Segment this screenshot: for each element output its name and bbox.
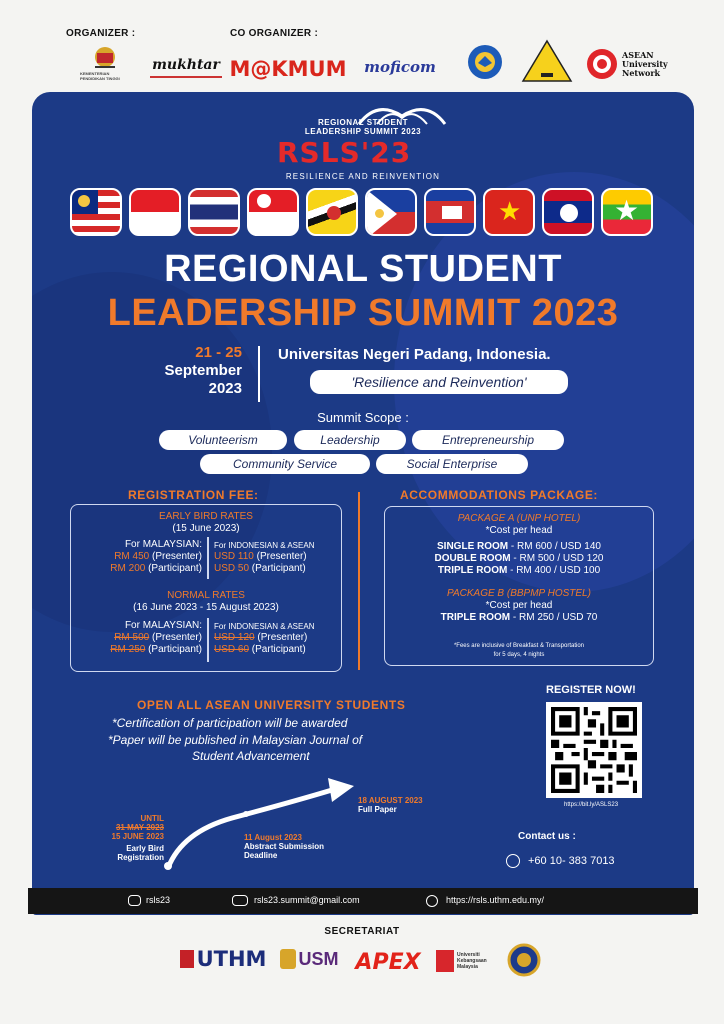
contact-phone[interactable]: +60 10- 383 7013 [528,855,615,867]
early-bird-title: EARLY BIRD RATES [159,511,253,522]
early-my-label: For MALAYSIAN: [124,539,202,550]
register-now: REGISTER NOW! [546,684,636,696]
normal-rates-title: NORMAL RATES [167,590,245,601]
instagram-handle[interactable]: rsls23 [146,895,171,905]
email-icon [232,895,248,906]
summit-tagline: RESILIENCE AND REINVENTION [285,172,441,181]
thailand-flag [188,188,240,236]
date-divider [258,346,260,402]
aun-logo: ASEAN University Network [585,46,675,82]
contact-label: Contact us : [518,831,576,842]
usm-logo: USM [276,942,342,976]
myanmar-flag: ★ [601,188,653,236]
qr-icon [551,707,637,793]
kpt-logo: KEMENTERIAN PENDIDIKAN TINGGI [80,44,130,82]
website-url[interactable]: https://rsls.uthm.edu.my/ [446,895,545,905]
open-heading: OPEN ALL ASEAN UNIVERSITY STUDENTS [137,698,406,712]
moficom-logo: moficom [364,58,436,76]
summit-small-line1: REGIONAL STUDENT [317,118,409,127]
date-month: September [164,362,242,379]
email-address[interactable]: rsls23.summit@gmail.com [254,895,360,905]
normal-rates-date: (16 June 2023 - 15 August 2023) [133,602,279,613]
philippines-flag [365,188,417,236]
vietnam-flag: ★ [483,188,535,236]
title-line2: LEADERSHIP SUMMIT 2023 [107,292,619,334]
title-line1: REGIONAL STUDENT [164,248,562,290]
malaysia-flag [70,188,122,236]
scope-social-enterprise: Social Enterprise [376,454,528,474]
summit-small-line2: LEADERSHIP SUMMIT 2023 [304,127,422,136]
crest-icon [91,45,119,71]
theme-pill: 'Resilience and Reinvention' [310,370,568,394]
date-year: 2023 [208,380,242,397]
footer-bar [28,888,698,914]
package-a: PACKAGE A (UNP HOTEL) [457,513,581,524]
singapore-flag [247,188,299,236]
uthm-logo: UTHM [178,944,268,974]
scope-community-service: Community Service [200,454,370,474]
makmum-logo: M@KMUM [229,57,347,81]
ukm-logo: Universiti Kebangsaan Malaysia [436,944,500,978]
asean-flags [70,188,653,236]
globe-icon [426,895,438,907]
indonesia-flag [129,188,181,236]
tut-wuri-logo [465,42,505,82]
instagram-icon [128,895,141,906]
poster: REGIONAL STUDENT LEADERSHIP SUMMIT 2023 RSLS'23 RESILIENCE AND REINVENTION ★ ★ REGIONAL STUDENT LEADERSHIP SUMMIT 2023 21 - 25 September 2023 Universitas Negeri Padang, Indonesia. 'Resilience and Reinvention' Summit Scope : Volunteerism Leadership Entrepreneurship Community Service Social Enterprise REGISTRATION FEE: EARLY BIRD RATES (15 June 2023) For MALAYSIAN: RM 450 (Presenter) RM 200 (Participant) For INDONESIAN & ASEAN USD 110 (Presenter) USD 50 (Participant) NORMAL RATES (16 June 2023 - 15 August 2023) For MALAYSIAN: RM 500 (Presenter) RM 250 (Participant) For INDONESIAN & ASEAN USD 120 (Presenter) USD 60 (Participant) ACCOMMODATIONS PACKAGE: PACKAGE A (UNP HOTEL) *Cost per head SINGLE ROOM - RM 600 / USD 140 DOUBLE ROOM - RM 500 / USD 120 TRIPLE ROOM - RM 400 / USD 100 PACKAGE B (BBPMP HOSTEL) *Cost per head TRIPLE ROOM - RM 250 / USD 70 *Fees are inclusive of Breakfast & Transportation for 5 days, 4 nights OPEN ALL ASEAN UNIVERSITY STUDENTS *Certification of participation will be awarded *Paper will be published in Malaysian Journal of Student Advancement REGISTER NOW! https://bit.ly/ASLS23 UNTIL 31 MAY 2023 15 JUNE 2023 Early Bird Registration 11 August 2023 Abstract Submission Deadline 18 AUGUST 2023 Full Paper Contact us : +60 10- 383 7013 [32,92,694,915]
scope-entrepreneurship: Entrepreneurship [412,430,564,450]
laos-flag [542,188,594,236]
aun-icon [585,47,619,81]
tut-wuri-icon [466,43,504,81]
brunei-flag [306,188,358,236]
organizer-label: ORGANIZER : [66,28,136,39]
seal-icon [507,943,541,977]
early-asean-label: For INDONESIAN & ASEAN [214,541,315,550]
registration-heading: REGISTRATION FEE: [128,488,259,502]
normal-asean-label: For INDONESIAN & ASEAN [214,622,315,631]
early-bird-date: (15 June 2023) [172,523,240,534]
triangle-logo [520,38,574,84]
normal-my-label: For MALAYSIAN: [124,620,202,631]
cambodia-flag [424,188,476,236]
whatsapp-icon [506,854,520,868]
package-b: PACKAGE B (BBPMP HOSTEL) [447,588,591,599]
scope-volunteerism: Volunteerism [159,430,287,450]
qr-url[interactable]: https://bit.ly/ASLS23 [564,802,619,808]
summit-logo: RSLS'23 [277,136,412,169]
date-range: 21 - 25 [195,344,242,361]
scope-label: Summit Scope : [317,410,409,425]
university-seal-logo [506,942,542,978]
venue: Universitas Negeri Padang, Indonesia. [278,346,551,363]
section-divider [358,492,360,670]
apex-logo: APEX [355,949,421,975]
secretariat-label: SECRETARIAT [324,926,400,937]
triangle-icon [521,39,573,83]
accommodation-heading: ACCOMMODATIONS PACKAGE: [400,488,599,502]
register-qr-code[interactable] [546,702,642,798]
scope-leadership: Leadership [294,430,406,450]
mukhtar-logo: mukhtar [150,54,222,78]
coorganizer-label: CO ORGANIZER : [230,28,319,39]
